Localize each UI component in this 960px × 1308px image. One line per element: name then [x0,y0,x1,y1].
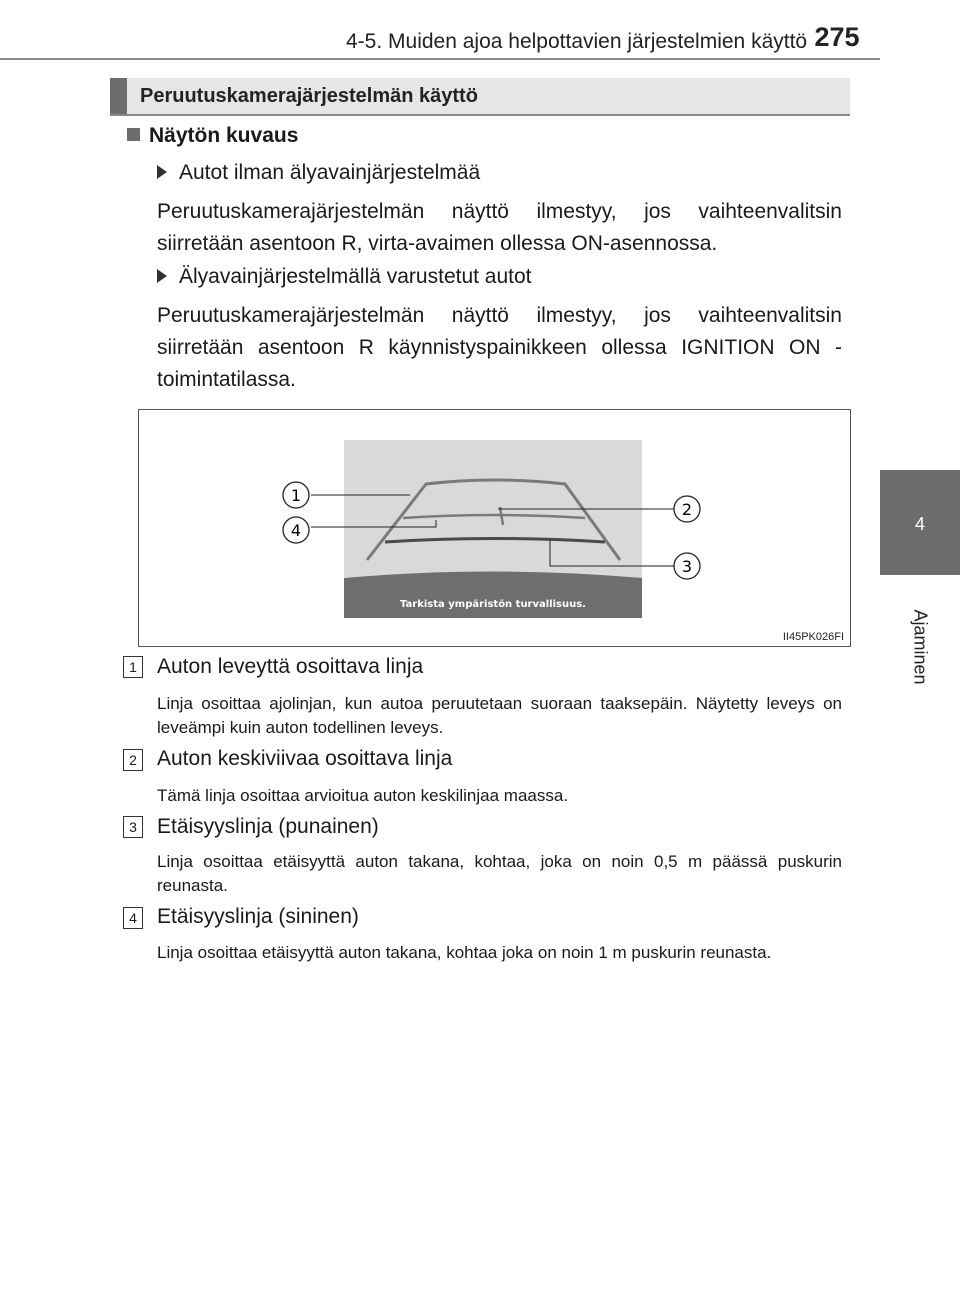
item-heading-smart-key [157,265,532,289]
legend-title-2: Auton keskiviivaa osoittava linja [157,747,453,770]
section-heading-bar [110,78,850,116]
section-title: Peruutuskamerajärjestelmän käyttö [140,85,478,107]
item-text-no-smart-key: Peruutuskamerajärjestelmän näyttö ilmestyy, jos vaihteenvalitsin siirretään asentoon R, virta-avaimen ollessa ON-asennossa. [157,200,842,255]
callout-1-label: 1 [290,486,302,505]
running-header: 4-5. Muiden ajoa helpottavien järjestelmien käyttö [346,30,808,53]
subheading-text: Näytön kuvaus [149,124,299,147]
legend-title-4: Etäisyyslinja (sininen) [157,905,359,928]
legend-desc-2: Tämä linja osoittaa arvioitua auton keskilinjaa maassa. [157,786,569,805]
triangle-bullet-icon [157,269,167,283]
callout-2-label: 2 [681,500,693,519]
item-text-smart-key: Peruutuskamerajärjestelmän näyttö ilmestyy, jos vaihteenvalitsin siirretään asentoon R käynnistyspainikkeen ollessa IGNITION ON -toimintatilassa. [157,304,842,391]
legend-desc-1: Linja osoittaa ajolinjan, kun autoa peruutetaan suoraan taaksepäin. Näytetty leveys on leveämpi kuin auton todellinen leveys. [157,694,842,737]
legend-number-4: 4 [123,907,143,929]
square-bullet-icon [127,128,140,141]
legend-title-3: Etäisyyslinja (punainen) [157,815,379,838]
camera-display-illustration [139,410,850,646]
figure-id: II45PK026FI [782,631,844,643]
callout-4-label: 4 [290,521,302,540]
chapter-tab-number: 4 [880,470,960,575]
legend-title-1: Auton leveyttä osoittava linja [157,655,424,678]
legend-desc-4: Linja osoittaa etäisyyttä auton takana, kohtaa joka on noin 1 m puskurin reunasta. [157,943,772,962]
section-stripe [110,78,127,114]
screen-caption: Tarkista ympäristön turvallisuus. [400,599,586,610]
legend-number-1: 1 [123,656,143,678]
chapter-tab-label [880,577,960,717]
item-heading-no-smart-key [157,161,480,185]
legend-number-2: 2 [123,749,143,771]
triangle-bullet-icon [157,165,167,179]
header-rule [0,58,880,60]
screen-caption-band [344,572,642,619]
legend-number-3: 3 [123,816,143,838]
camera-display-figure [138,409,851,647]
item-heading-text: Autot ilman älyavainjärjestelmää [179,161,481,184]
subheading [127,124,298,148]
item-heading-text: Älyavainjärjestelmällä varustetut autot [179,265,532,288]
callout-3-label: 3 [681,557,693,576]
legend-desc-3: Linja osoittaa etäisyyttä auton takana, kohtaa, joka on noin 0,5 m päässä puskurin reunasta. [157,852,842,895]
page-number: 275 [814,22,860,52]
chapter-tab-label-text: Ajaminen [910,609,931,685]
